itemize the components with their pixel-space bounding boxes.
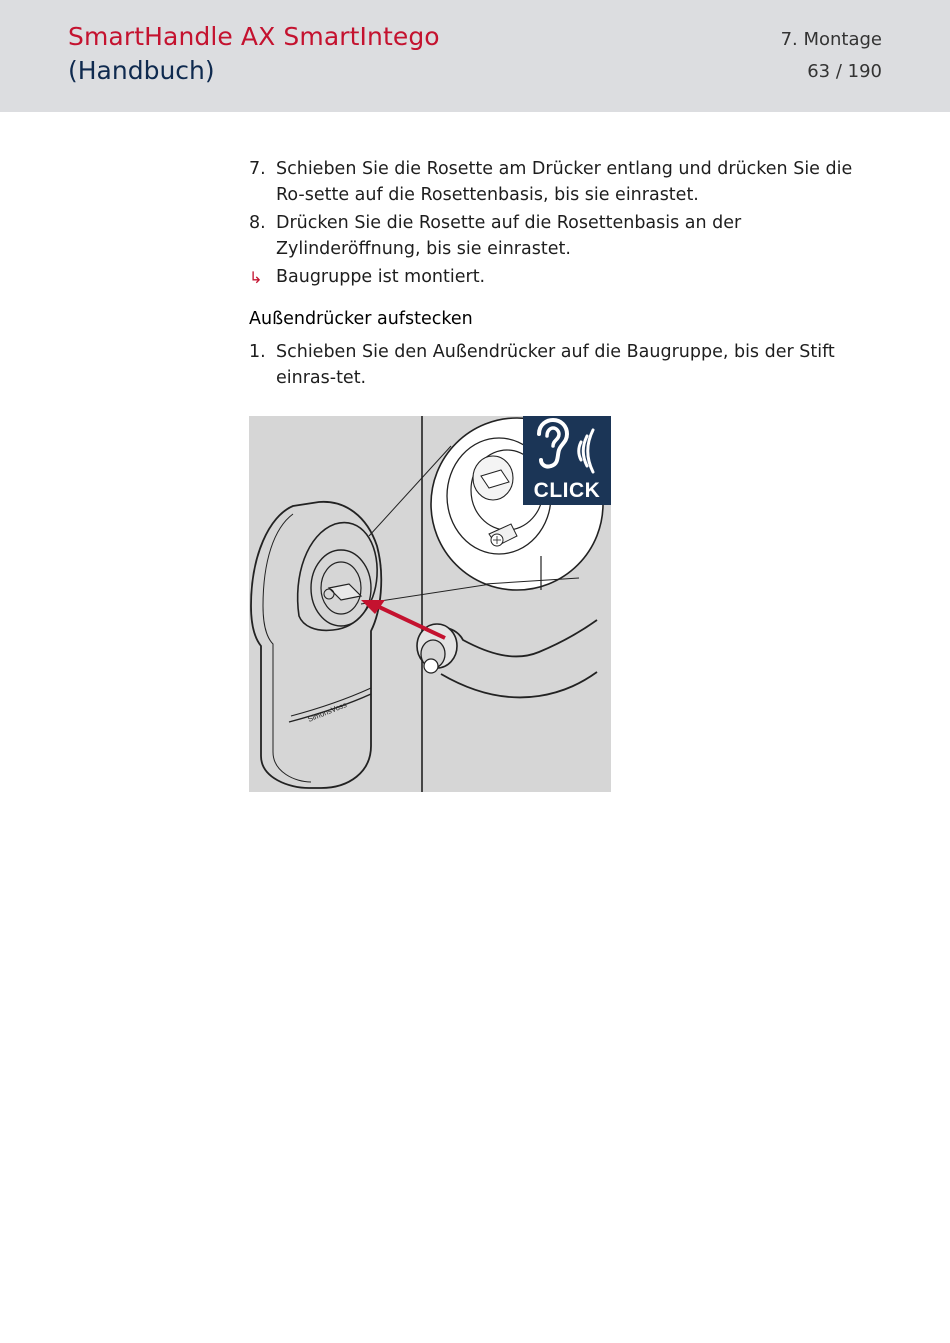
list-item: [249, 157, 879, 208]
handle-pin: [424, 659, 438, 673]
page-number: 63 / 190: [807, 61, 882, 82]
step-number: 8.: [249, 213, 266, 233]
document-subtitle: (Handbuch): [68, 56, 215, 85]
list-item: [249, 211, 879, 262]
step-number: 7.: [249, 159, 266, 179]
section-heading: Außendrücker aufstecken: [249, 308, 473, 329]
handle-bottom-edge: [441, 672, 597, 697]
insert-arrow-shaft: [377, 606, 445, 638]
step-text: Drücken Sie die Rosette auf die Rosettenbasis an der Zylinderöffnung, bis sie einrastet.: [276, 213, 742, 259]
device-brand-label: SimonsVoss: [306, 700, 349, 724]
step-text: Schieben Sie den Außendrücker auf die Baugruppe, bis der Stift einras-tet.: [276, 342, 835, 388]
ear-click-icon: [523, 416, 611, 480]
document-title: SmartHandle AX SmartIntego: [68, 22, 440, 51]
result-text: Baugruppe ist montiert.: [276, 267, 486, 287]
lock-body-outline: [251, 502, 381, 788]
click-badge: [523, 416, 611, 505]
chapter-label: 7. Montage: [780, 29, 882, 50]
step-text: Schieben Sie die Rosette am Drücker entlang und drücken Sie die Ro-sette auf die Rosettenbasis, bis sie einrastet.: [276, 159, 853, 205]
click-label: CLICK: [533, 479, 601, 502]
list-item: [249, 340, 879, 391]
result-arrow-icon: ↳: [249, 268, 263, 287]
page-content: [249, 157, 879, 394]
result-item: [249, 265, 879, 291]
step-number: 1.: [249, 342, 266, 362]
page-header: [0, 0, 950, 112]
